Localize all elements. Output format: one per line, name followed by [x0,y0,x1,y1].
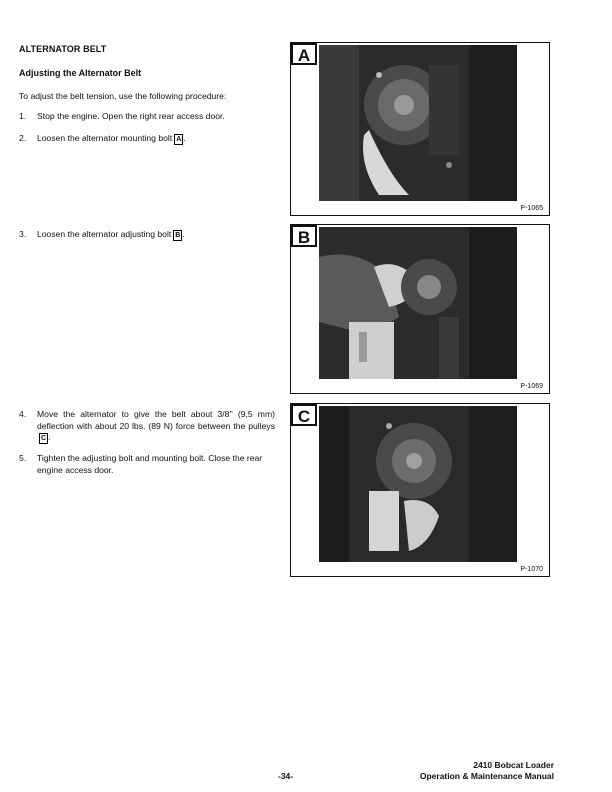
step-number: 2. [19,133,27,143]
subsection-title: Adjusting the Alternator Belt [19,68,142,78]
step-5 [19,453,281,477]
figure-b-ref: P-1069 [520,383,543,390]
step-tail: . [182,229,185,239]
footer-line-1: 2410 Bobcat Loader [473,760,554,770]
section-title: ALTERNATOR BELT [19,44,107,54]
step-text: Move the alternator to give the belt about 3/8'' (9,5 mm) deflection with about 20 lbs. (89 N) force between the pulleys [37,409,275,431]
footer-line-2: Operation & Maintenance Manual [419,771,554,781]
figure-a [290,42,550,216]
step-4 [19,409,281,445]
step-number: 5. [19,453,27,463]
figure-ref-badge: B [175,232,181,239]
figure-c [290,403,550,577]
step-number: 4. [19,409,27,419]
step-3 [19,229,281,241]
figure-c-ref: P-1070 [520,566,543,573]
step-number: 3. [19,229,27,239]
step-text: Tighten the adjusting bolt and mounting bolt. Close the rear engine access door. [37,453,263,475]
figure-c-label: C [291,404,317,426]
figure-ref-badge: C [41,435,47,442]
footer-manual-title [420,760,554,782]
figure-a-ref: P-1065 [520,205,543,212]
figure-ref-badge: A [176,136,182,143]
figure-b-label: B [291,225,317,247]
step-tail: . [183,133,186,143]
step-text: Stop the engine. Open the right rear access door. [37,111,225,121]
page-number: -34- [278,771,294,781]
figure-b-photo [319,227,517,379]
step-number: 1. [19,111,27,121]
figure-c-photo [319,406,517,562]
figure-b [290,224,550,394]
figure-a-photo [319,45,517,201]
step-text: Loosen the alternator mounting bolt [37,133,173,143]
figure-a-label: A [291,43,317,65]
step-text: Loosen the alternator adjusting bolt [37,229,172,239]
step-1 [19,111,281,123]
step-2 [19,133,281,145]
step-tail: . [48,432,51,442]
intro-text: To adjust the belt tension, use the following procedure: [19,91,227,101]
